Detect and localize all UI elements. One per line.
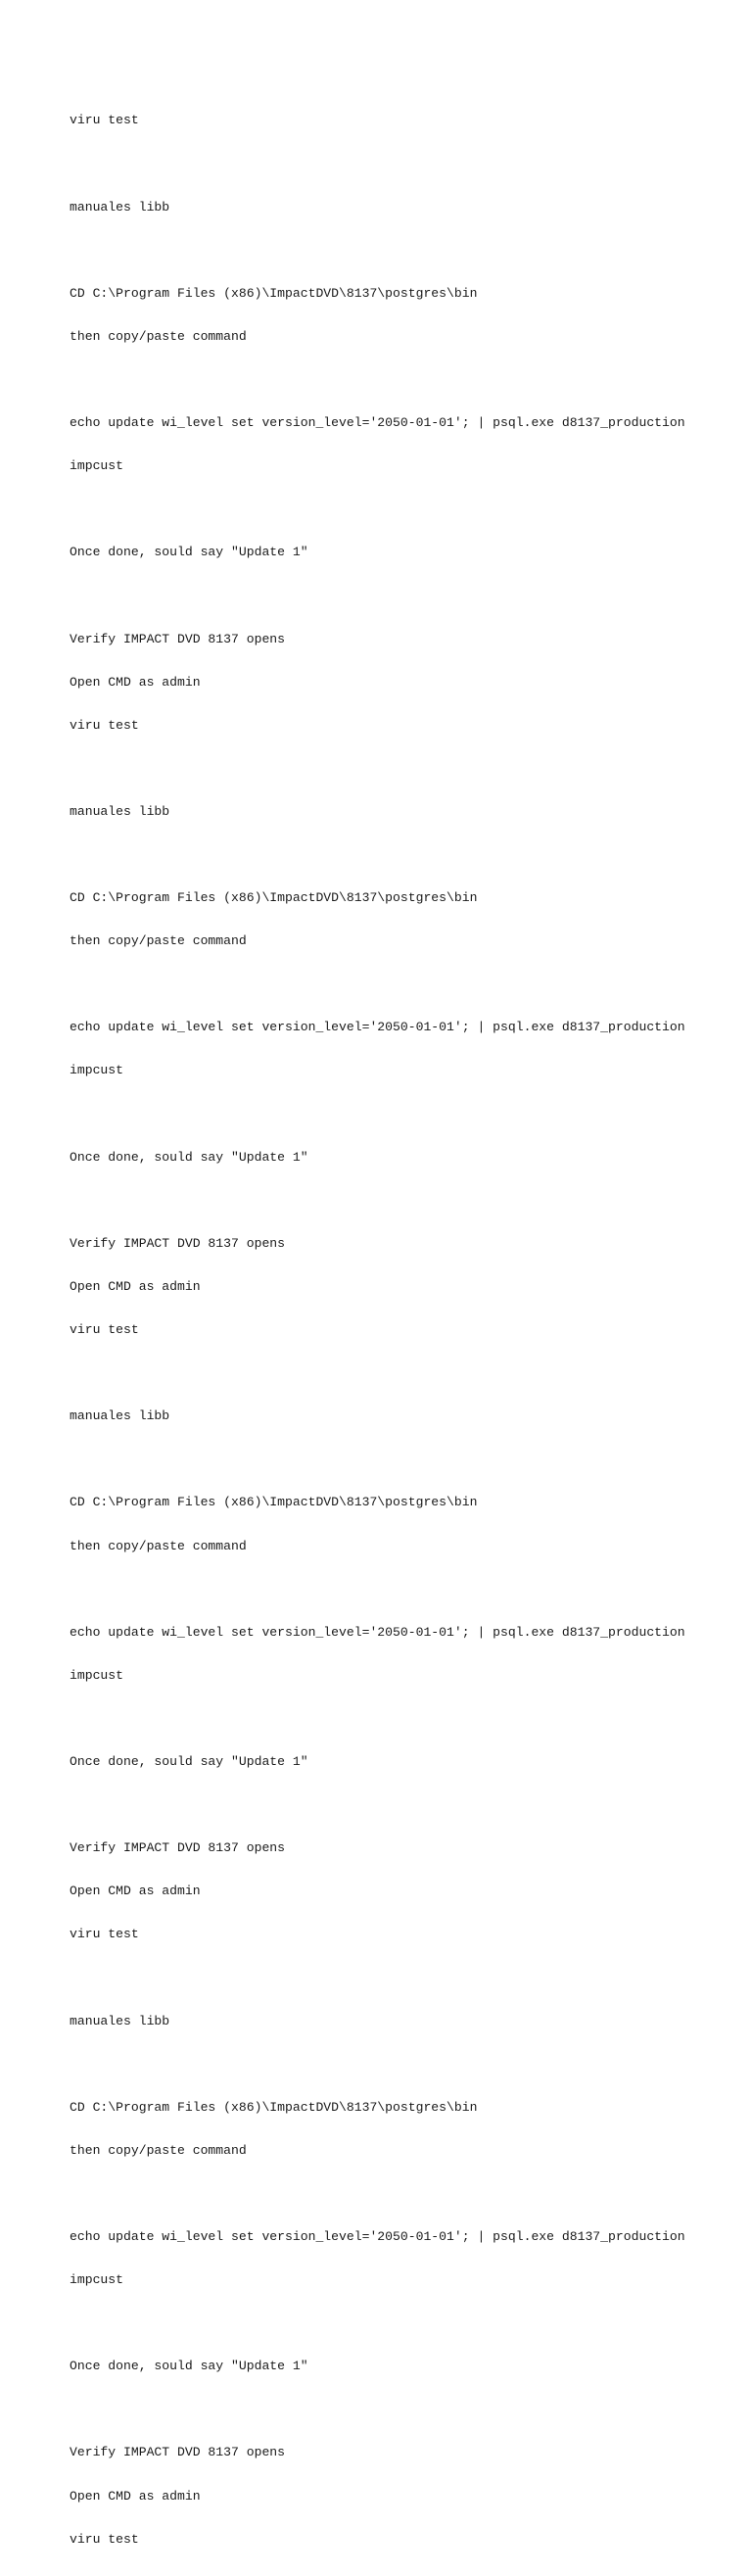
text-line xyxy=(70,502,735,517)
text-line: manuales libb xyxy=(70,1408,170,1424)
text-line: then copy/paste command xyxy=(70,933,247,949)
text-line: Open CMD as admin xyxy=(70,2488,201,2504)
text-line xyxy=(70,1453,735,1467)
text-line xyxy=(70,2316,735,2331)
text-line: viru test xyxy=(70,113,139,128)
text-line: Once done, sould say "Update 1" xyxy=(70,2359,308,2374)
text-line: Once done, sould say "Update 1" xyxy=(70,1753,308,1769)
text-line: Once done, sould say "Update 1" xyxy=(70,1149,308,1165)
text-line xyxy=(70,158,735,172)
text-line: viru test xyxy=(70,2531,139,2547)
text-line xyxy=(70,373,735,388)
text-line: impcust xyxy=(70,2272,124,2288)
text-line: impcust xyxy=(70,458,124,474)
text-line xyxy=(70,1971,735,1985)
text-line xyxy=(70,2058,735,2073)
text-line xyxy=(70,2187,735,2202)
text-line xyxy=(70,1366,735,1381)
text-line xyxy=(70,1798,735,1813)
text-line xyxy=(70,1583,735,1598)
text-line: Verify IMPACT DVD 8137 opens xyxy=(70,1840,286,1856)
text-line: Open CMD as admin xyxy=(70,1884,201,1899)
text-line: viru test xyxy=(70,717,139,733)
text-line: echo update wi_level set version_level='2050-01-01'; | psql.exe d8137_production xyxy=(70,1020,685,1035)
text-line: echo update wi_level set version_level='2050-01-01'; | psql.exe d8137_production xyxy=(70,2229,685,2244)
text-line xyxy=(70,589,735,603)
text-line xyxy=(70,978,735,992)
text-line: CD C:\Program Files (x86)\ImpactDVD\8137\postgres\bin xyxy=(70,2099,478,2115)
text-line: CD C:\Program Files (x86)\ImpactDVD\8137\postgres\bin xyxy=(70,1495,478,1510)
text-line: Open CMD as admin xyxy=(70,674,201,690)
text-line: Verify IMPACT DVD 8137 opens xyxy=(70,2445,286,2460)
text-line: manuales libb xyxy=(70,199,170,215)
text-line: viru test xyxy=(70,1322,139,1338)
text-line xyxy=(70,1712,735,1727)
text-line xyxy=(70,1108,735,1122)
text-line xyxy=(70,762,735,777)
text-line: impcust xyxy=(70,1667,124,1683)
text-line: Verify IMPACT DVD 8137 opens xyxy=(70,631,286,646)
text-line: echo update wi_level set version_level='2050-01-01'; | psql.exe d8137_production xyxy=(70,415,685,431)
text-line xyxy=(70,2403,735,2417)
text-line: Open CMD as admin xyxy=(70,1278,201,1294)
text-line: then copy/paste command xyxy=(70,1538,247,1553)
text-line: manuales libb xyxy=(70,803,170,819)
document-body xyxy=(70,85,735,2576)
text-line: manuales libb xyxy=(70,2013,170,2028)
text-line: then copy/paste command xyxy=(70,328,247,344)
text-line: echo update wi_level set version_level='2050-01-01'; | psql.exe d8137_production xyxy=(70,1624,685,1640)
text-line xyxy=(70,244,735,259)
text-line xyxy=(70,848,735,863)
text-line: CD C:\Program Files (x86)\ImpactDVD\8137\postgres\bin xyxy=(70,285,478,301)
text-line: impcust xyxy=(70,1063,124,1078)
text-line xyxy=(70,1194,735,1209)
text-line: then copy/paste command xyxy=(70,2142,247,2158)
text-line: CD C:\Program Files (x86)\ImpactDVD\8137\postgres\bin xyxy=(70,890,478,906)
text-line: Verify IMPACT DVD 8137 opens xyxy=(70,1235,286,1251)
text-line: Once done, sould say "Update 1" xyxy=(70,545,308,560)
text-line: viru test xyxy=(70,1927,139,1942)
